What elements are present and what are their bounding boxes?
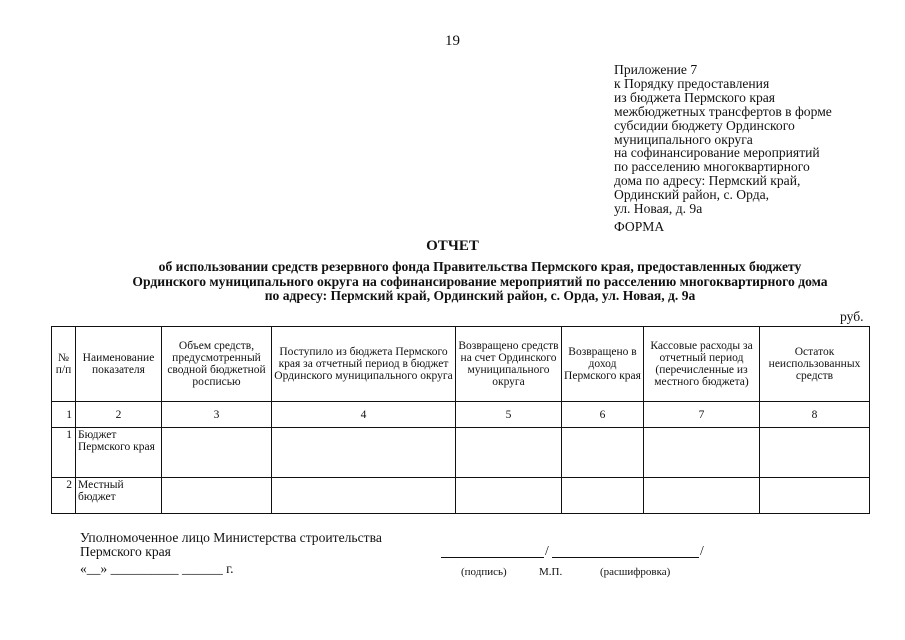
table-cell <box>456 478 562 514</box>
row-number: 2 <box>52 478 76 514</box>
page-number: 19 <box>445 33 460 49</box>
header-indicator-name: Наименование показателя <box>76 327 162 402</box>
header-received: Поступило из бюджета Пермского края за отчетный период в бюджет Ординского муниципального округа <box>272 327 456 402</box>
appendix-line: из бюджета Пермского края <box>614 89 776 105</box>
appendix-line: субсидии бюджету Ординского <box>614 117 795 133</box>
column-number: 4 <box>272 402 456 428</box>
authorized-person-line: Уполномоченное лицо Министерства строительства <box>80 530 382 545</box>
appendix-line: на софинансирование мероприятий <box>614 145 820 161</box>
table-cell <box>456 428 562 478</box>
header-number: № п/п <box>52 327 76 402</box>
column-number: 1 <box>52 402 76 428</box>
report-table <box>51 326 870 514</box>
subtitle-line: Ординского муниципального округа на софинансирование мероприятий по расселению многоквартирного дома <box>132 273 828 289</box>
column-number-row <box>52 402 870 428</box>
row-number: 1 <box>52 428 76 478</box>
column-number: 3 <box>162 402 272 428</box>
signature-slash: / <box>545 543 549 558</box>
table-row <box>52 428 870 478</box>
table-cell <box>562 478 644 514</box>
table-cell <box>760 428 870 478</box>
signature-lines <box>441 543 706 559</box>
decoding-caption: (расшифровка) <box>600 566 671 578</box>
row-name: Бюджет Пермского края <box>76 428 162 478</box>
column-number: 5 <box>456 402 562 428</box>
subtitle-line: по адресу: Пермский край, Ординский район, с. Орда, ул. Новая, д. 9а <box>264 288 696 303</box>
table-cell <box>562 428 644 478</box>
header-returned-to-region: Возвращено в доход Пермского края <box>562 327 644 402</box>
report-subtitle <box>70 260 890 304</box>
table-cell <box>644 478 760 514</box>
table-cell <box>162 428 272 478</box>
appendix-line: по расселению многоквартирного <box>614 159 810 175</box>
table-cell <box>272 428 456 478</box>
table-cell <box>760 478 870 514</box>
header-cash-expenses: Кассовые расходы за отчетный период (перечисленные из местного бюджета) <box>644 327 760 402</box>
signature-underline <box>441 557 544 558</box>
stamp-caption: М.П. <box>539 566 563 578</box>
header-budget-volume: Объем средств, предусмотренный сводной бюджетной росписью <box>162 327 272 402</box>
signature-caption: (подпись) <box>461 566 507 578</box>
date-line: «__» __________ ______ г. <box>80 561 234 576</box>
table-cell <box>644 428 760 478</box>
form-label: ФОРМА <box>614 219 665 234</box>
authorized-person <box>80 531 382 559</box>
decoding-slash: / <box>700 543 704 558</box>
table-cell <box>272 478 456 514</box>
table-row <box>52 478 870 514</box>
appendix-line: межбюджетных трансфертов в форме <box>614 103 832 119</box>
report-title: ОТЧЕТ <box>426 238 479 254</box>
currency-label: руб. <box>840 309 864 324</box>
appendix-line: к Порядку предоставления <box>614 75 770 91</box>
row-name: Местный бюджет <box>76 478 162 514</box>
table-cell <box>162 478 272 514</box>
appendix-header <box>614 63 884 216</box>
column-number: 7 <box>644 402 760 428</box>
subtitle-line: об использовании средств резервного фонда Правительства Пермского края, предоставленных бюджету <box>158 259 802 274</box>
header-balance: Остаток неиспользованных средств <box>760 327 870 402</box>
appendix-line: дома по адресу: Пермский край, <box>614 173 801 189</box>
appendix-line: муниципального округа <box>614 131 753 147</box>
appendix-line: Приложение 7 <box>614 62 698 77</box>
decoding-underline <box>552 557 699 558</box>
column-number: 2 <box>76 402 162 428</box>
authorized-person-line: Пермского края <box>80 544 171 559</box>
column-number: 6 <box>562 402 644 428</box>
appendix-line: ул. Новая, д. 9а <box>614 201 703 217</box>
table-header-row <box>52 327 870 402</box>
header-returned-to-account: Возвращено средств на счет Ординского муниципального округа <box>456 327 562 402</box>
column-number: 8 <box>760 402 870 428</box>
appendix-line: Ординский район, с. Орда, <box>614 187 770 203</box>
